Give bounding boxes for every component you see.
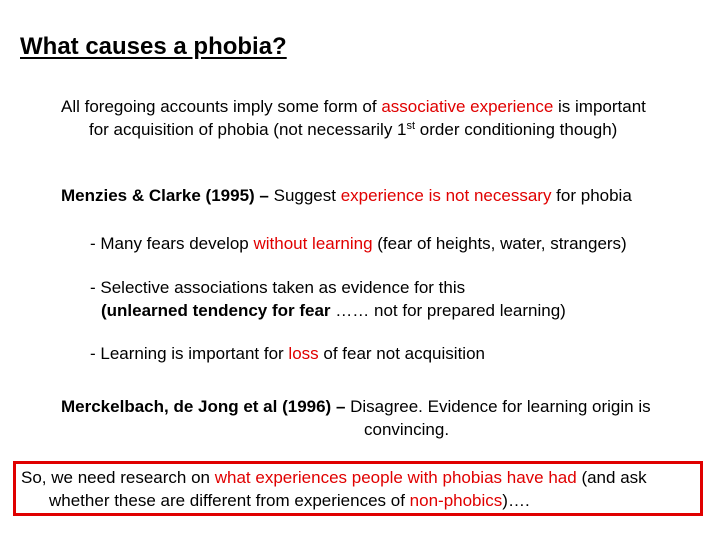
superscript: st [406,120,416,132]
paragraph-menzies-clarke [61,184,632,207]
conclusion-text [21,466,647,512]
text: order conditioning though) [415,120,618,139]
bold-text: (unlearned tendency for fear [101,301,331,320]
text: - Many fears develop [90,234,254,253]
text: is important [553,97,646,116]
continuation-line [61,118,701,141]
text: All foregoing accounts imply some form of [61,97,382,116]
text: So, we need research on [21,468,215,487]
text: of fear not acquisition [318,344,485,363]
text: …… not for prepared learning) [330,301,566,320]
highlight-text: experience is not necessary [340,186,552,205]
text: convincing. [364,420,450,439]
bullet-item [90,232,627,255]
text: whether these are different from experiences of [49,491,410,510]
bullet-item [90,276,566,322]
continuation-line [61,418,651,441]
text: for phobia [551,186,632,205]
highlight-text: associative experience [381,97,554,116]
text: (fear of heights, water, strangers) [372,234,627,253]
bullet-item [90,342,485,365]
text: (and ask [576,468,647,487]
paragraph-merckelbach [61,395,651,441]
paragraph-associative-experience [61,95,701,141]
text: Disagree. Evidence for learning origin is [350,397,651,416]
text: for acquisition of phobia (not necessarily 1 [89,120,407,139]
highlight-text: non-phobics [409,491,503,510]
highlight-text: loss [288,344,319,363]
slide-title: What causes a phobia? [20,33,287,60]
highlight-text: what experiences people with phobias have had [214,468,577,487]
text: Suggest [273,186,341,205]
citation: Menzies & Clarke (1995) – [61,186,274,205]
highlight-text: without learning [253,234,373,253]
text: - Learning is important for [90,344,289,363]
continuation-line [21,489,647,512]
citation: Merckelbach, de Jong et al (1996) – [61,397,351,416]
text: )…. [502,491,530,510]
continuation-line [90,299,566,322]
text: - Selective associations taken as evidence for this [90,278,466,297]
